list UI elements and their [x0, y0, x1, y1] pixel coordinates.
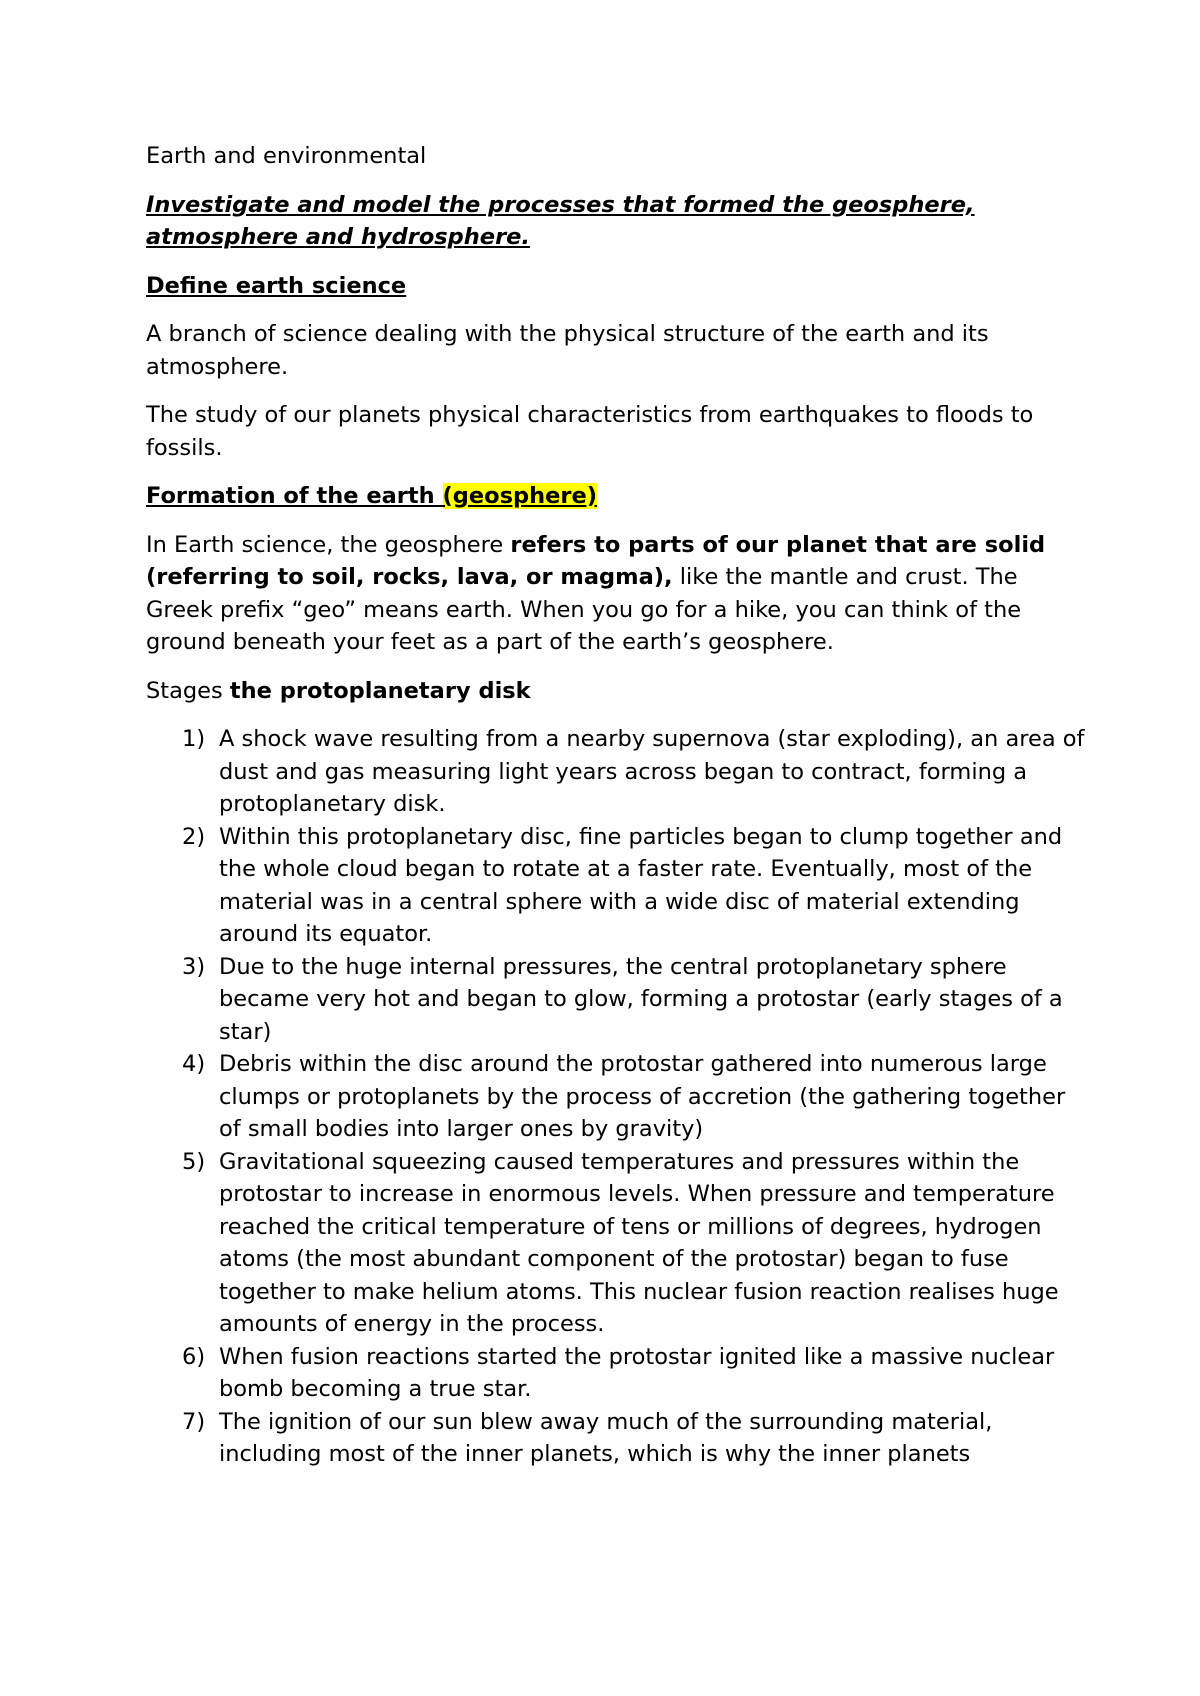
list-number: 7): [182, 1408, 206, 1435]
document-page: [146, 140, 1086, 1471]
list-item-text: When fusion reactions started the protostar ignited like a massive nuclear bomb becoming a true star.: [219, 1343, 1055, 1402]
list-item: [146, 1406, 1086, 1471]
list-item-text: Within this protoplanetary disc, fine particles began to clump together and the whole cloud began to rotate at a faster rate. Eventually, most of the material was in a central sphere with a wide disc of material extending around its equator.: [219, 823, 1063, 947]
stages-title: the protoplanetary disk: [229, 677, 531, 704]
list-number: 4): [182, 1051, 206, 1077]
geosphere-paragraph: [146, 529, 1086, 659]
list-item-text: Debris within the disc around the protostar gathered into numerous large clumps or protoplanets by the process of accretion (the gathering together of small bodies into larger ones by gravity): [219, 1051, 1066, 1142]
list-item: [146, 1341, 1086, 1406]
list-item-text: Gravitational squeezing caused temperatures and pressures within the protostar to increase in enormous levels. When pressure and temperature reached the critical temperature of tens or millions of degrees, hydrogen atoms (the most abundant component of the protostar) began to fuse together to make helium atoms. This nuclear fusion reaction realises huge amounts of energy in the process.: [219, 1148, 1059, 1337]
formation-heading-text: Formation of the earth: [146, 483, 443, 509]
list-item-text: Due to the huge internal pressures, the central protoplanetary sphere became very hot and began to glow, forming a protostar (early stages of a star): [219, 953, 1063, 1045]
formation-heading: [146, 480, 1086, 513]
list-item-text: The ignition of our sun blew away much of the surrounding material, including most of the inner planets, which is why the inner planets: [219, 1408, 993, 1467]
definition-paragraph-2: The study of our planets physical characteristics from earthquakes to floods to fossils.: [146, 402, 1034, 461]
geosphere-highlight: (geosphere): [442, 483, 598, 509]
list-item: [146, 723, 1086, 821]
list-number: 3): [182, 953, 206, 980]
geosphere-text-1: In Earth science, the geosphere: [146, 531, 511, 558]
geosphere-text-2: like the mantle and crust. The Greek prefix “geo” means earth. When you go for a hike, you can think of the ground beneath your feet as a part of the earth’s geosphere.: [146, 564, 1022, 655]
list-number: 6): [182, 1343, 206, 1370]
list-number: 5): [182, 1148, 206, 1175]
syllabus-outcome: Investigate and model the processes that formed the geosphere, atmosphere and hydrosphere.: [146, 191, 975, 250]
list-number: 2): [182, 823, 206, 850]
subject-title: Earth and environmental: [146, 143, 427, 169]
list-item-text: A shock wave resulting from a nearby supernova (star exploding), an area of dust and gas measuring light years across began to contract, forming a protoplanetary disk.: [219, 726, 1085, 817]
list-item: [146, 951, 1086, 1049]
geosphere-bold-text: refers to parts of our planet that are solid (referring to soil, rocks, lava, or magma),: [146, 531, 1046, 590]
list-number: 1): [182, 726, 206, 752]
stages-heading: [146, 675, 1086, 708]
stages-prefix: Stages: [146, 677, 230, 704]
list-item: [146, 821, 1086, 951]
list-item: [146, 1048, 1086, 1146]
definition-paragraph-1: A branch of science dealing with the physical structure of the earth and its atmosphere.: [146, 321, 989, 380]
stages-list: [146, 723, 1086, 1471]
list-item: [146, 1146, 1086, 1341]
define-heading: Define earth science: [146, 272, 407, 299]
